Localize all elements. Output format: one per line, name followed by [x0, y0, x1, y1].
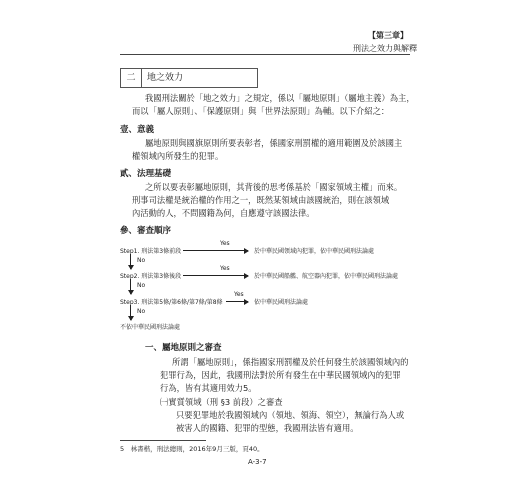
subsection-line-1: 所謂「屬地原則」，係指國家刑罰權及於任何發生於該國領域內的 — [172, 357, 409, 367]
flow-step3-result: 依中華民國刑法論處 — [254, 299, 309, 306]
flow-step3: Step3. 刑法第5條/第6條/第7條/第8條 — [120, 299, 223, 306]
intro-line-2: 而以「屬人原則」、「保護原則」與「世界法原則」為輔。以下介紹之： — [132, 106, 390, 116]
subsection-line-3: 行為，皆有其適用效力5。 — [160, 383, 257, 393]
heading-basis: 貳、法理基礎 — [120, 169, 172, 179]
meaning-line-1: 屬地原則與國旗原則所要表彰者，係國家刑罰權的適用範圍及於該國主 — [145, 138, 403, 148]
flow-arrow-yes-3 — [226, 301, 248, 302]
intro-line-1: 我國刑法關於「地之效力」之規定，係以「屬地原則」（屬地主義）為主， — [145, 93, 415, 103]
flow-arrow-yes-1 — [183, 250, 248, 251]
basis-line-2: 刑事司法權是統治權的作用之一，既然某領域由該國統治，則在該領域 — [132, 195, 390, 205]
meaning-line-2: 權領域內所發生的犯罪。 — [132, 151, 224, 161]
heading-order: 參、審查順序 — [120, 226, 172, 236]
flow-step1: Step1. 刑法第3條前段 — [120, 248, 182, 255]
flow-no-label-1: No — [137, 257, 146, 264]
flow-yes-label-1: Yes — [220, 240, 230, 247]
flow-no-label-3: No — [137, 308, 146, 315]
flow-yes-label-3: Yes — [234, 291, 244, 298]
flow-step1-result: 於中華民國領域內犯罪，依中華民國刑法論處 — [254, 248, 375, 255]
chapter-label: 【第三章】 — [368, 31, 408, 40]
flow-arrow-yes-2 — [183, 275, 248, 276]
flow-step2-result: 於中華民國船艦、航空器內犯罪，依中華民國刑法論處 — [254, 273, 399, 280]
page-number: A-3-7 — [248, 458, 267, 466]
header-divider — [120, 54, 410, 55]
section-title: 地之效力 — [147, 73, 184, 83]
flow-yes-label-2: Yes — [220, 265, 230, 272]
heading-meaning: 壹、意義 — [120, 125, 155, 135]
flow-arrow-no-3 — [130, 305, 131, 320]
item-title: ㈠實質領域（刑 §3 前段）之審查 — [160, 397, 283, 407]
subsection-title: 一、屬地原則之審查 — [145, 343, 222, 353]
basis-line-3: 內活動的人，不問國籍為何，自應遵守該國法律。 — [132, 208, 315, 218]
section-heading — [120, 68, 258, 88]
basis-line-1: 之所以要表彰屬地原則，其背後的思考係基於「國家領域主權」而來。 — [145, 182, 403, 192]
flow-no-label-2: No — [137, 282, 146, 289]
footnote-divider — [120, 440, 206, 441]
flow-step2: Step2. 刑法第3條後段 — [120, 273, 182, 280]
flow-arrow-no-2 — [130, 279, 131, 294]
flow-arrow-no-1 — [130, 254, 131, 269]
subsection-line-2: 犯罪行為，因此，我國刑法對於所有發生在中華民國領域內的犯罪 — [160, 370, 401, 380]
footnote: 5 林書楷，刑法總則，2016年9月三版，頁40。 — [120, 445, 264, 453]
flow-final: 不依中華民國刑法論處 — [120, 324, 181, 331]
item-line-1: 只要犯罪地於我國領域內（領地、領海、領空），無論行為人或 — [176, 410, 405, 420]
chapter-subtitle: 刑法之效力與解釋 — [353, 44, 417, 53]
section-number: 二 — [121, 69, 142, 87]
item-line-2: 被害人的國籍、犯罪的型態，我國刑法皆有適用。 — [176, 423, 359, 433]
